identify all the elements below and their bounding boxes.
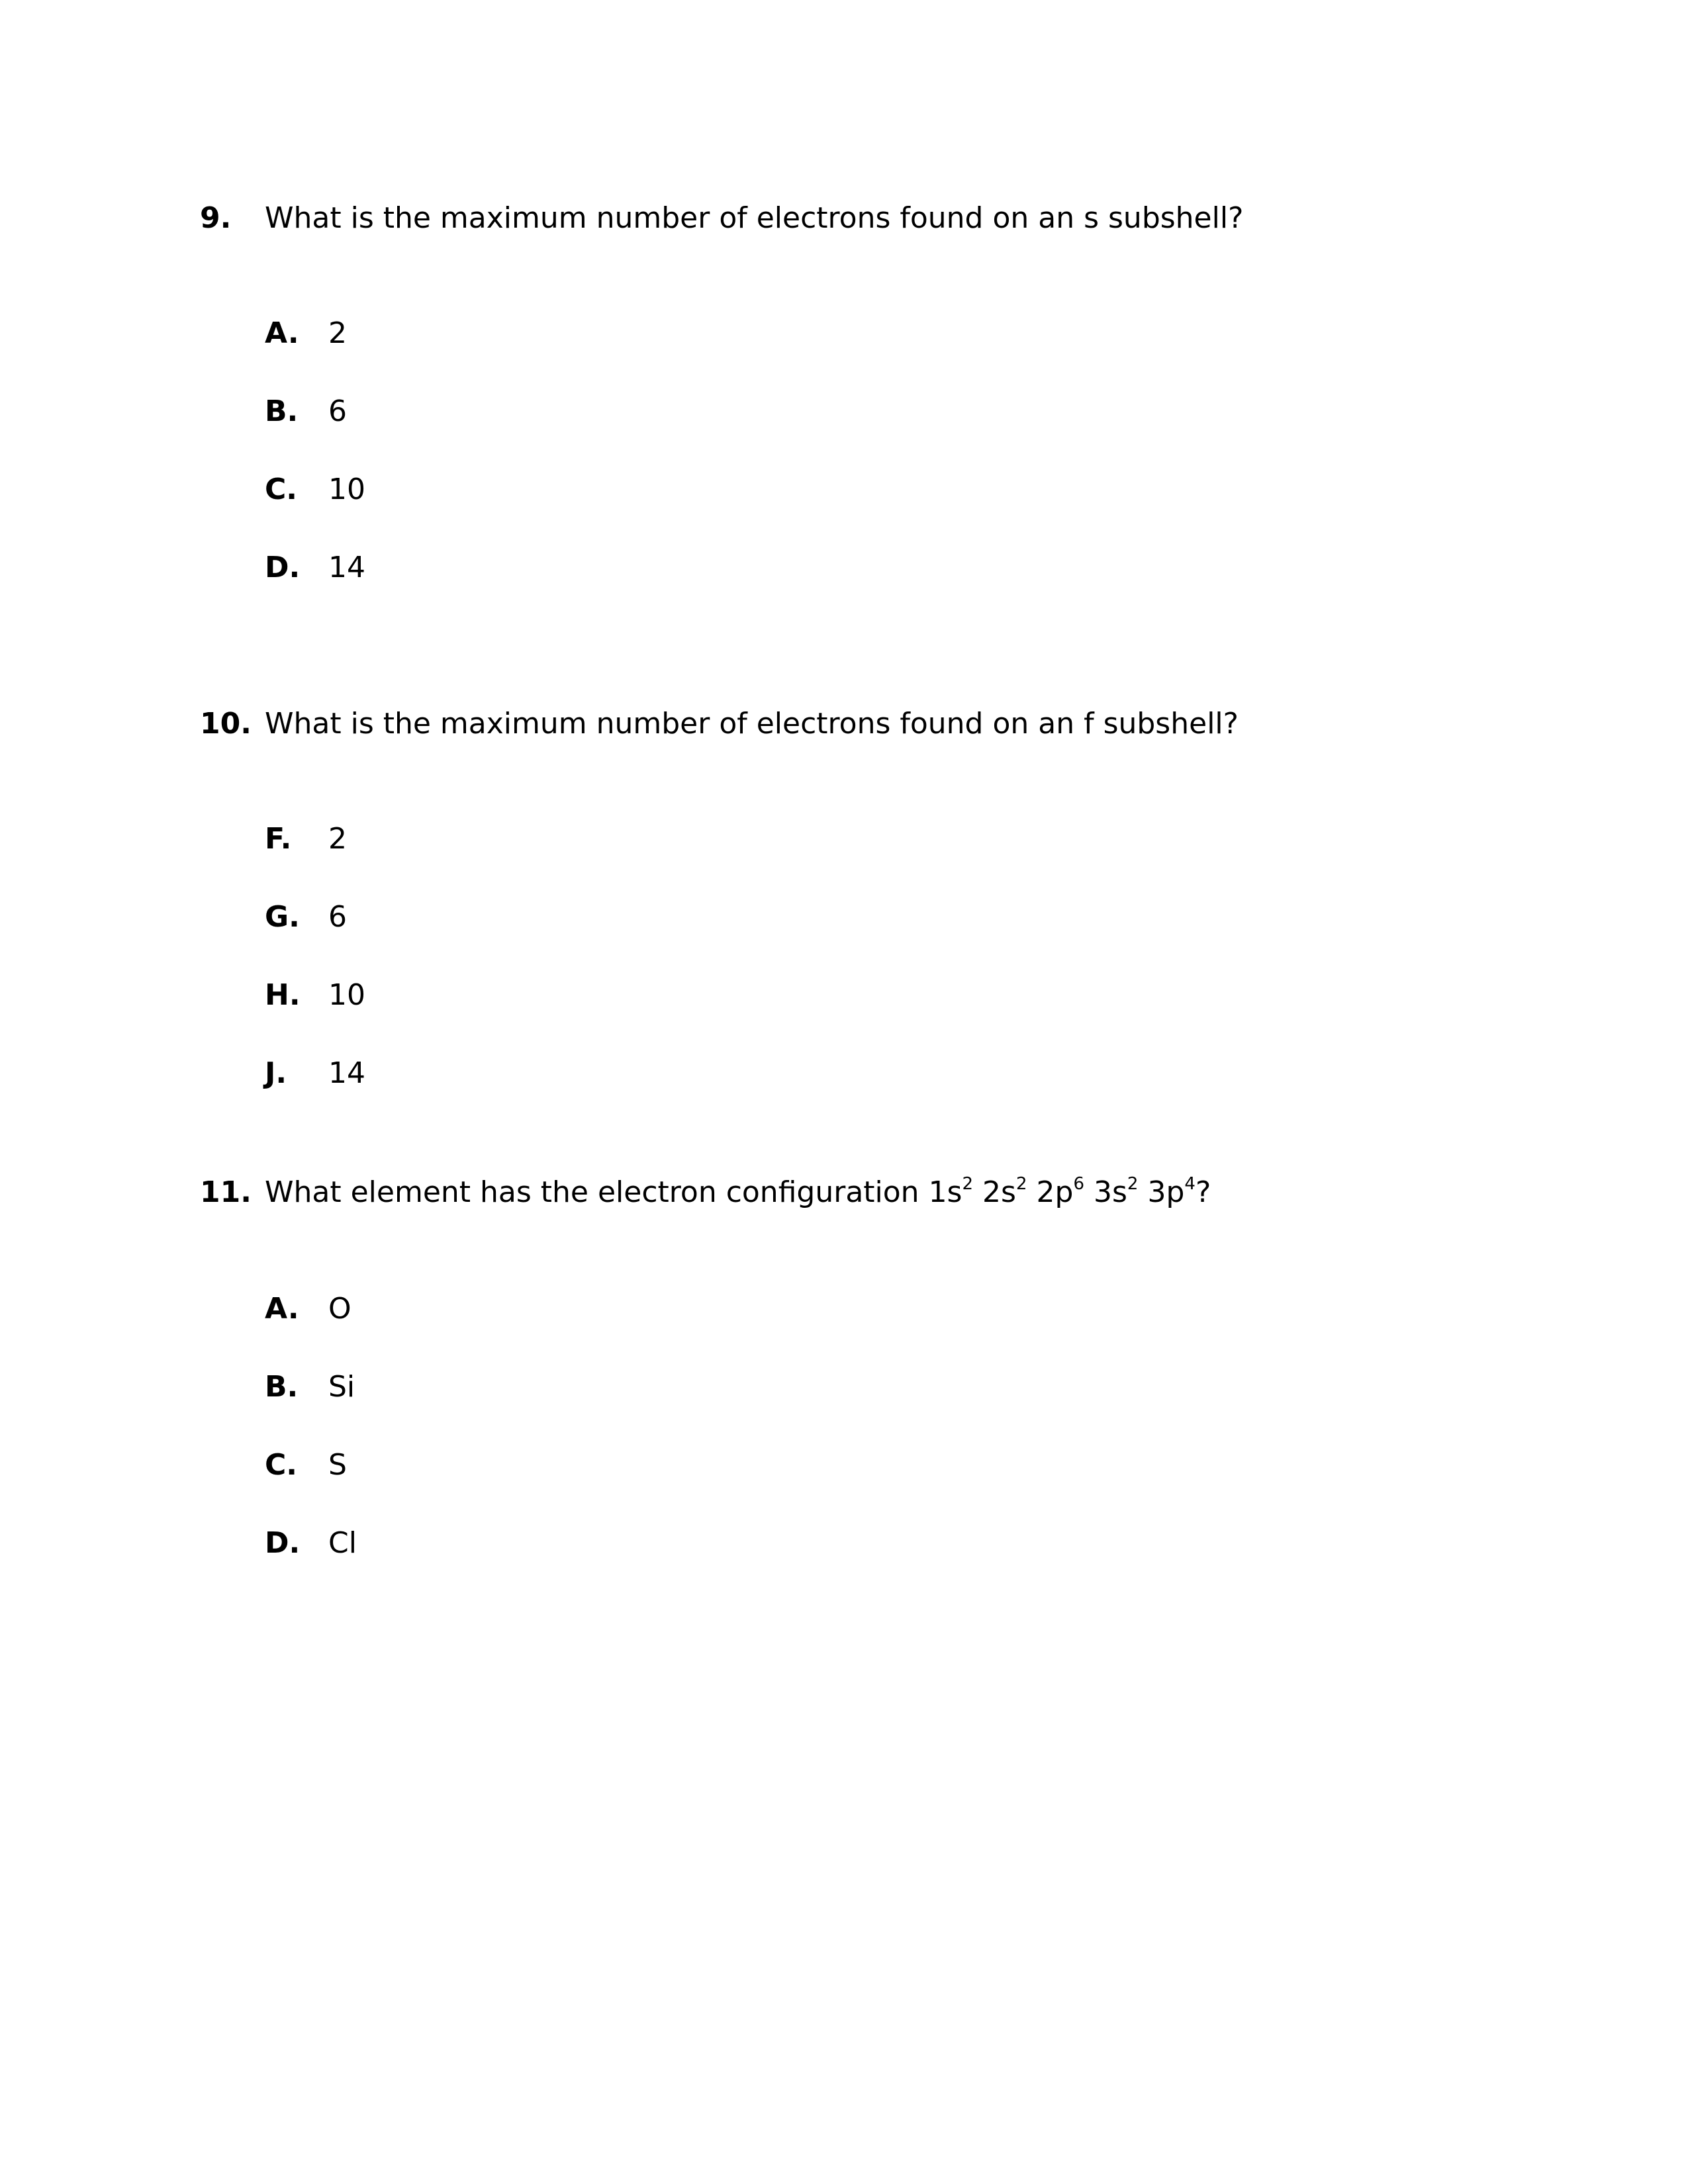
choice-text: Si [328,1370,355,1404]
question-number: 10. [200,707,252,741]
choice-letter: J. [265,1056,287,1090]
question-suffix: ? [1195,1175,1211,1209]
choice-letter: D. [265,1526,301,1560]
choice-text: O [328,1292,352,1326]
choice-text: 2 [328,316,347,350]
choice-letter: A. [265,1292,299,1326]
question-text: What is the maximum number of electrons found on an f subshell? [265,707,1239,741]
orbital-superscript: 2 [962,1173,974,1194]
choice-text: 2 [328,822,347,856]
electron-configuration [929,1175,1196,1209]
question-text-with-configuration [265,1173,1211,1209]
orbital: 3p [1147,1175,1185,1209]
choice-letter: C. [265,473,298,506]
choice-text: Cl [328,1526,357,1560]
orbital-superscript: 2 [1015,1173,1027,1194]
choice-text: 10 [328,473,365,506]
choice-text: 6 [328,394,347,428]
choice-text: 10 [328,978,365,1012]
choice-letter: A. [265,316,299,350]
choice-letter: G. [265,900,300,934]
choice-text: 14 [328,551,365,584]
question-text: What element has the electron configuration [265,1175,919,1209]
orbital: 2s [982,1175,1016,1209]
choice-text: S [328,1448,347,1482]
choice-letter: B. [265,394,299,428]
question-number: 11. [200,1175,252,1209]
orbital: 3s [1093,1175,1127,1209]
orbital: 2p [1036,1175,1074,1209]
choice-letter: B. [265,1370,299,1404]
orbital-superscript: 2 [1127,1173,1139,1194]
choice-letter: F. [265,822,292,856]
orbital-superscript: 4 [1184,1173,1196,1194]
choice-text: 6 [328,900,347,934]
orbital-superscript: 6 [1073,1173,1084,1194]
question-number: 9. [200,201,232,235]
choice-letter: H. [265,978,301,1012]
choice-letter: C. [265,1448,298,1482]
choice-text: 14 [328,1056,365,1090]
orbital: 1s [928,1175,962,1209]
question-text: What is the maximum number of electrons found on an s subshell? [265,201,1244,235]
choice-letter: D. [265,551,301,584]
